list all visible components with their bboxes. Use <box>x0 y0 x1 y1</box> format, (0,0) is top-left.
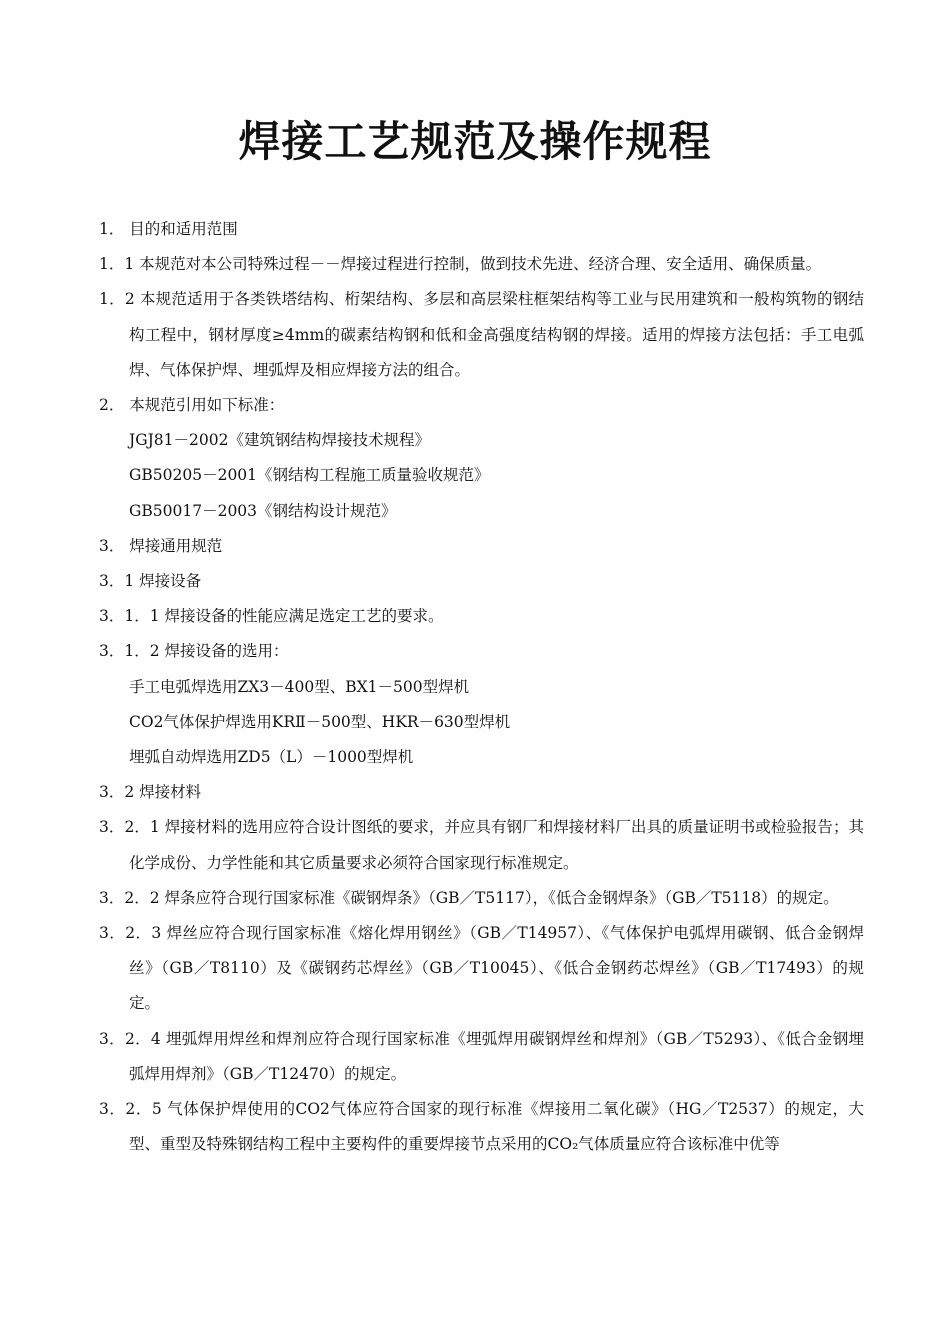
document-paragraph: 3．1 焊接设备 <box>99 572 202 591</box>
document-body <box>99 212 864 1162</box>
document-paragraph: 3．2．2 焊条应符合现行国家标准《碳钢焊条》（GB／T5117），《低合金钢焊条》（GB／T5118）的规定。 <box>99 888 839 907</box>
document-paragraph: 3．1．1 焊接设备的性能应满足选定工艺的要求。 <box>99 607 444 626</box>
document-paragraph: 1． 目的和适用范围 <box>99 220 238 238</box>
document-paragraph: 3． 焊接通用规范 <box>99 536 223 555</box>
document-paragraph: GB50205－2001《钢结构工程施工质量验收规范》 <box>129 466 490 485</box>
document-paragraph: CO2气体保护焊选用KRⅡ－500型、HKR－630型焊机 <box>129 712 511 731</box>
document-paragraph: 3．2．4 埋弧焊用焊丝和焊剂应符合现行国家标准《埋弧焊用碳钢焊丝和焊剂》（GB／T5293）、《低合金钢埋弧焊用焊剂》（GB／T12470）的规定。 <box>99 1029 864 1083</box>
document-title: 焊接工艺规范及操作规程 <box>238 117 712 166</box>
document-paragraph: 手工电弧焊选用ZX3－400型、BX1－500型焊机 <box>129 677 470 696</box>
document-paragraph: 3．1．2 焊接设备的选用： <box>99 642 289 661</box>
document-paragraph: 3．2．1 焊接材料的选用应符合设计图纸的要求，并应具有钢厂和焊接材料厂出具的质量证明书或检验报告；其化学成份、力学性能和其它质量要求必须符合国家现行标准规定。 <box>99 818 864 872</box>
document-paragraph: 3．2．3 焊丝应符合现行国家标准《熔化焊用钢丝》（GB／T14957）、《气体保护电弧焊用碳钢、低合金钢焊丝》（GB／T8110）及《碳钢药芯焊丝》（GB／T10045）、《低合金钢药芯焊丝》（GB／T17493）的规定。 <box>99 924 864 1013</box>
document-paragraph: JGJ81－2002《建筑钢结构焊接技术规程》 <box>129 431 430 450</box>
document-paragraph: 1．1 本规范对本公司特殊过程－－焊接过程进行控制，做到技术先进、经济合理、安全适用、确保质量。 <box>99 255 822 274</box>
document-paragraph: 埋弧自动焊选用ZD5（L）－1000型焊机 <box>129 748 414 767</box>
document-paragraph: 2． 本规范引用如下标准： <box>99 396 285 415</box>
document-paragraph: 1．2 本规范适用于各类铁塔结构、桁架结构、多层和高层梁柱框架结构等工业与民用建筑和一般构筑物的钢结构工程中，钢材厚度≥4mm的碳素结构钢和低和金高强度结构钢的焊接。适用的焊接方法包括：手工电弧焊、气体保护焊、埋弧焊及相应焊接方法的组合。 <box>99 290 864 379</box>
document-paragraph: 3．2 焊接材料 <box>99 783 202 802</box>
document-paragraph: 3．2．5 气体保护焊使用的CO2气体应符合国家的现行标准《焊接用二氧化碳》（HG／T2537）的规定，大型、重型及特殊钢结构工程中主要构件的重要焊接节点采用的CO₂气体质量应符合该标准中优等 <box>99 1100 864 1154</box>
document-paragraph: GB50017－2003《钢结构设计规范》 <box>129 501 397 520</box>
